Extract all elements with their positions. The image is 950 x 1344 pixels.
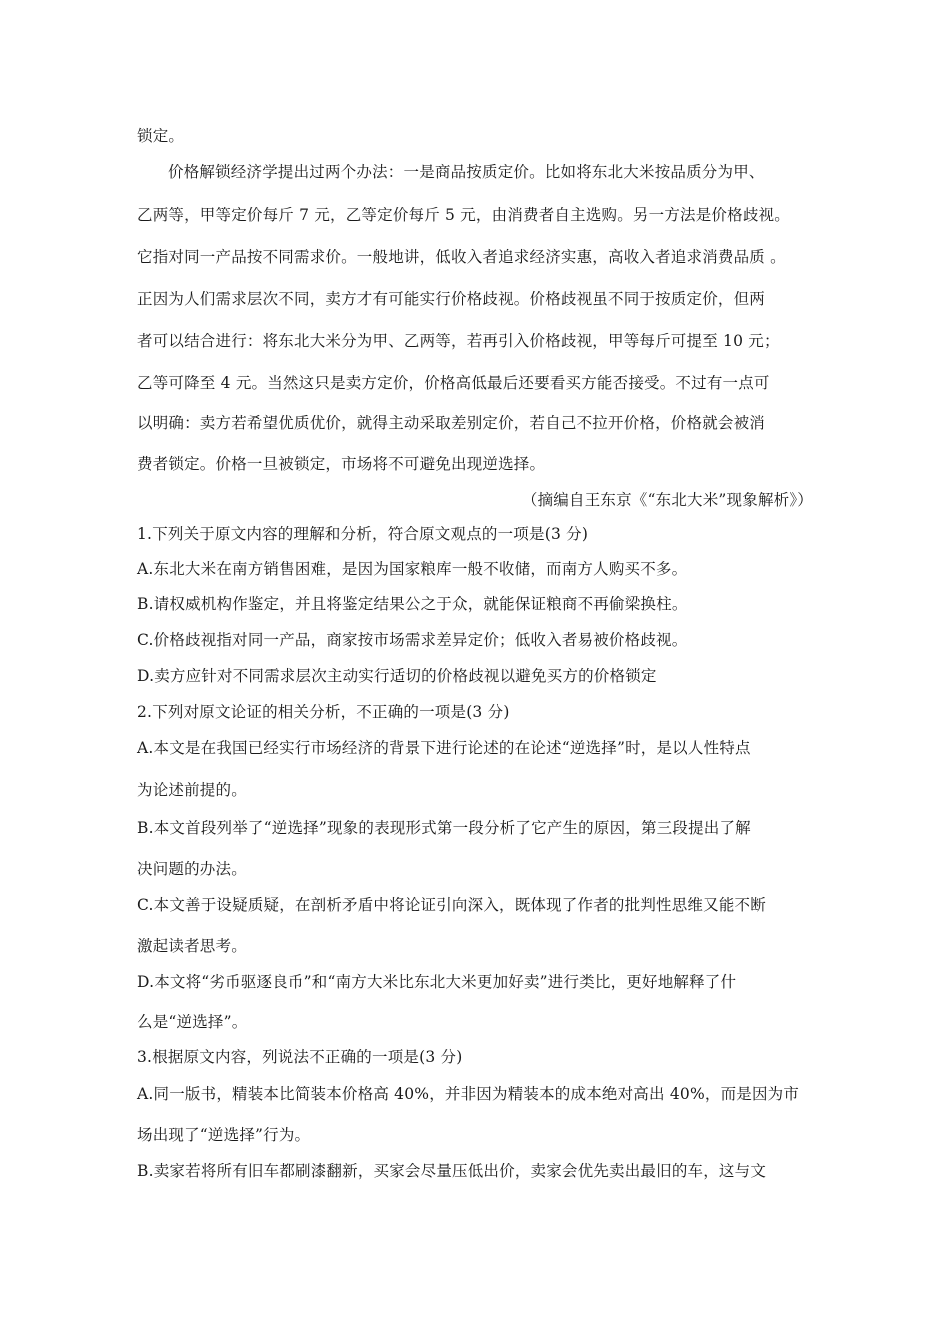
- question-stem: 1.下列关于原文内容的理解和分析，符合原文观点的一项是(3 分): [137, 525, 589, 543]
- question-option: C.本文善于设疑质疑，在剖析矛盾中将论证引向深入，既体现了作者的批判性思维又能不断: [137, 896, 766, 914]
- question-option-continued: 决问题的办法。: [137, 860, 247, 878]
- question-option: B.请权威机构作鉴定，并且将鉴定结果公之于众，就能保证粮商不再偷梁换柱。: [137, 595, 688, 613]
- question-option-continued: 么是“逆选择”。: [137, 1013, 248, 1031]
- question-option: D.卖方应针对不同需求层次主动实行适切的价格歧视以避免买方的价格锁定: [137, 667, 657, 685]
- passage-line: 乙等可降至 4 元。当然这只是卖方定价，价格高低最后还要看买方能否接受。不过有一点可: [137, 374, 770, 392]
- passage-source: （摘编自王东京《“东北大米”现象解析》）: [521, 491, 813, 509]
- question-stem: 3.根据原文内容，列说法不正确的一项是(3 分): [137, 1048, 463, 1066]
- question-option: B.本文首段列举了“逆选择”现象的表现形式第一段分析了它产生的原因，第三段提出了解: [137, 819, 751, 837]
- passage-line: 费者锁定。价格一旦被锁定，市场将不可避免出现逆选择。: [137, 455, 546, 473]
- question-option: B.卖家若将所有旧车都刷漆翻新，买家会尽量压低出价，卖家会优先卖出最旧的车，这与文: [137, 1162, 767, 1180]
- question-option: C.价格歧视指对同一产品，商家按市场需求差异定价；低收入者易被价格歧视。: [137, 631, 688, 649]
- question-option: A.本文是在我国已经实行市场经济的背景下进行论述的在论述“逆选择”时，是以人性特点: [137, 739, 751, 757]
- passage-line: 价格解锁经济学提出过两个办法：一是商品按质定价。比如将东北大米按品质分为甲、: [168, 163, 765, 181]
- passage-line: 者可以结合进行：将东北大米分为甲、乙两等，若再引入价格歧视，甲等每斤可提至 10 元；: [137, 332, 780, 350]
- question-option-continued: 为论述前提的。: [137, 781, 247, 799]
- question-stem: 2.下列对原文论证的相关分析，不正确的一项是(3 分): [137, 703, 510, 721]
- passage-line: 锁定。: [137, 127, 185, 145]
- passage-line: 它指对同一产品按不同需求价。一般地讲，低收入者追求经济实惠，高收入者追求消费品质 。: [137, 248, 786, 266]
- passage-line: 乙两等，甲等定价每斤 7 元，乙等定价每斤 5 元，由消费者自主选购。另一方法是价格歧视。: [137, 206, 790, 224]
- passage-line: 正因为人们需求层次不同，卖方才有可能实行价格歧视。价格歧视虽不同于按质定价，但两: [137, 290, 766, 308]
- question-option-continued: 场出现了“逆选择”行为。: [137, 1126, 311, 1144]
- question-option: D.本文将“劣币驱逐良币”和“南方大米比东北大米更加好卖”进行类比，更好地解释了什: [137, 973, 737, 991]
- question-option: A.东北大米在南方销售困难，是因为国家粮库一般不收储，而南方人购买不多。: [137, 560, 688, 578]
- question-option-continued: 激起读者思考。: [137, 937, 247, 955]
- passage-line: 以明确：卖方若希望优质优价，就得主动采取差别定价，若自己不拉开价格，价格就会被消: [137, 414, 766, 432]
- question-option: A.同一版书，精装本比简装本价格高 40%，并非因为精装本的成本绝对高出 40%，而是因为市: [137, 1085, 800, 1103]
